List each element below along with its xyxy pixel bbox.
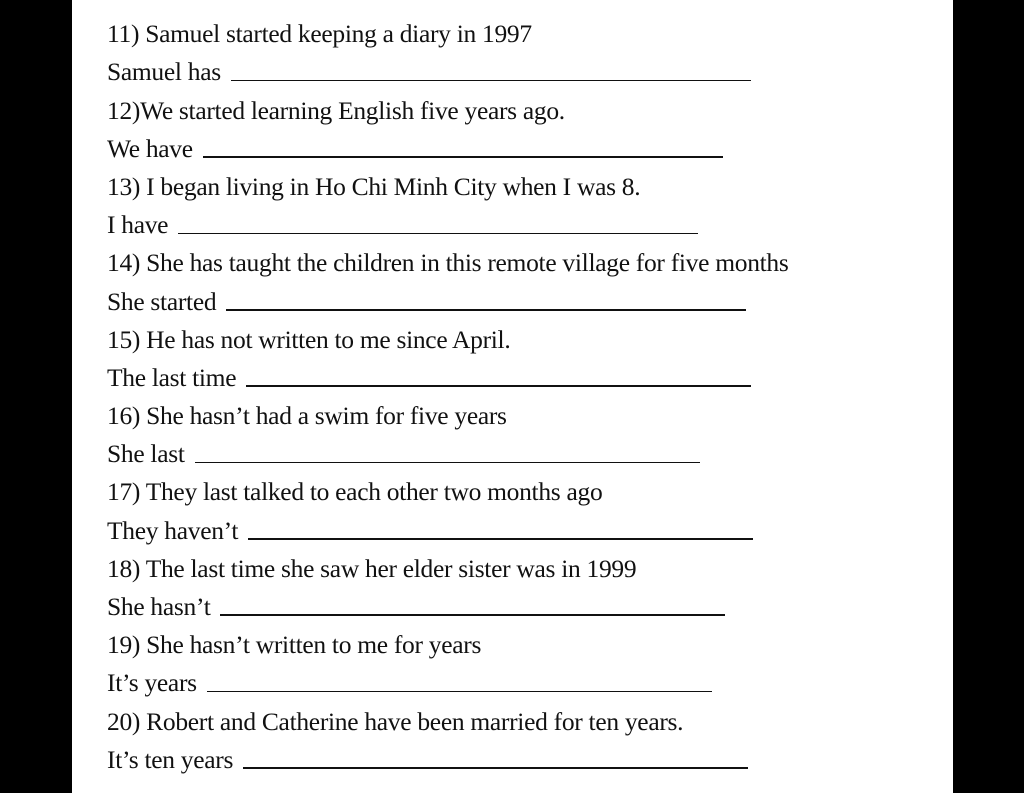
prompt-text: 15) He has not written to me since April. xyxy=(107,324,511,354)
answer-stem: It’s ten years xyxy=(107,744,234,774)
exercise-prompt xyxy=(107,11,789,49)
exercise-prompt xyxy=(107,546,789,584)
rewrite-exercise-list xyxy=(107,11,789,775)
exercise-answer-line xyxy=(107,431,789,469)
answer-stem: She last xyxy=(107,439,185,469)
answer-blank[interactable] xyxy=(220,614,725,616)
exercise-prompt xyxy=(107,622,789,660)
answer-blank[interactable] xyxy=(207,691,712,693)
answer-stem: The last time xyxy=(107,362,237,392)
exercise-prompt xyxy=(107,469,789,507)
answer-stem: We have xyxy=(107,133,193,163)
answer-blank[interactable] xyxy=(248,538,753,540)
answer-blank[interactable] xyxy=(243,767,748,769)
answer-blank[interactable] xyxy=(195,462,700,464)
answer-blank[interactable] xyxy=(226,309,746,311)
answer-stem: It’s years xyxy=(107,668,197,698)
prompt-text: 20) Robert and Catherine have been married for ten years. xyxy=(107,706,684,736)
answer-stem: I have xyxy=(107,210,169,240)
prompt-text: 16) She hasn’t had a swim for five years xyxy=(107,401,507,431)
exercise-answer-line xyxy=(107,507,789,545)
answer-blank[interactable] xyxy=(203,156,723,158)
exercise-prompt xyxy=(107,698,789,736)
prompt-text: 13) I began living in Ho Chi Minh City when I was 8. xyxy=(107,171,641,201)
answer-blank[interactable] xyxy=(178,233,698,235)
prompt-text: 17) They last talked to each other two months ago xyxy=(107,477,603,507)
answer-stem: She hasn’t xyxy=(107,592,211,621)
answer-blank[interactable] xyxy=(246,385,751,387)
exercise-answer-line xyxy=(107,202,789,240)
exercise-answer-line xyxy=(107,660,789,698)
exercise-prompt xyxy=(107,87,789,125)
prompt-text: 18) The last time she saw her elder sister was in 1999 xyxy=(107,553,637,583)
answer-blank[interactable] xyxy=(231,80,751,82)
exercise-answer-line xyxy=(107,126,789,164)
exercise-answer-line xyxy=(107,584,789,622)
answer-stem: Samuel has xyxy=(107,57,221,87)
answer-stem: She started xyxy=(107,286,217,316)
exercise-prompt xyxy=(107,393,789,431)
prompt-text: 14) She has taught the children in this remote village for five months xyxy=(107,248,789,278)
exercise-answer-line xyxy=(107,355,789,393)
exercise-prompt xyxy=(107,317,789,355)
answer-stem: They haven’t xyxy=(107,515,239,545)
exercise-prompt xyxy=(107,164,789,202)
prompt-text: 19) She hasn’t written to me for years xyxy=(107,630,482,660)
prompt-text: 11) Samuel started keeping a diary in 1997 xyxy=(107,19,532,49)
exercise-answer-line xyxy=(107,737,789,775)
exercise-prompt xyxy=(107,240,789,278)
exercise-answer-line xyxy=(107,278,789,316)
prompt-text: 12)We started learning English five years ago. xyxy=(107,95,565,125)
worksheet-page xyxy=(72,0,953,793)
exercise-answer-line xyxy=(107,49,789,87)
